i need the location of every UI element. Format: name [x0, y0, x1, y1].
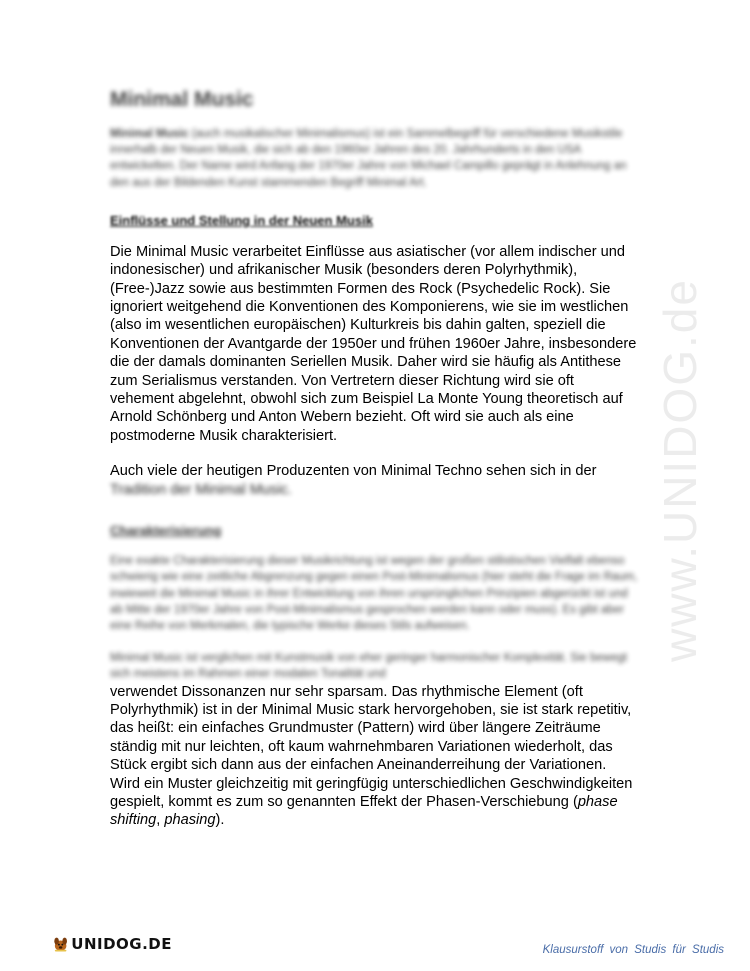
section2-paragraph2: [110, 650, 640, 830]
document-content: [110, 88, 640, 830]
section1-paragraph2-line2: Tradition der Minimal Music.: [110, 481, 292, 498]
section-heading-characterization: Charakterisierung: [110, 523, 222, 539]
section1-paragraph2-line1: Auch viele der heutigen Produzenten von Minimal Techno sehen sich in der: [110, 463, 597, 480]
section2-paragraph1: Eine exakte Charakterisierung dieser Musikrichtung ist wegen der großen stilistischen Vielfalt ebenso schwierig wie eine zeitliche Abgrenzung gegen einen Post-Minimalismus (hier steht die Frage im Raum, inwieweit die Minimal Music in ihrer Entwicklung von ihren ursprünglichen Prinzipien abgerückt ist und ab Mitte der 1970er Jahre von Post-Minimalismus gesprochen werden kann oder muss). Es gibt aber eine Reihe von Merkmalen, die typische Werke dieses Stils aufweisen.: [110, 555, 638, 632]
term-phasing: phasing: [164, 812, 216, 829]
section2-paragraph2-visible: verwendet Dissonanzen nur sehr sparsam. Das rhythmische Element (oft Polyrhythmik) ist in der Minimal Music stark hervorgehoben, sie ist stark repetitiv, das heißt: ein einfaches Grundmuster (Pattern) wird über längere Zeiträume ständig mit nur leichten, oft kaum wahrnehmbaren Variationen wiederholt, das Stück ergibt sich dann aus der einfachen Aneinanderreihung der Variationen. Wird ein Muster gleichzeitig mit geringfügig unterschiedlichen Geschwindigkeiten gespielt, kommt es zum so genannten Effekt der Phasen-Verschiebung (phase shifting, phasing).: [110, 683, 633, 829]
logo-text: UNIDOG.DE: [71, 935, 172, 953]
unidog-logo: [52, 926, 172, 962]
footer-tagline: Klausurstoff von Studis für Studis: [542, 944, 724, 956]
term-phase-shifting: phase shifting: [110, 793, 618, 829]
section1-paragraph2: [110, 462, 640, 499]
watermark: [640, 260, 720, 680]
watermark-text: www.UNIDOG.de: [654, 278, 707, 662]
dog-icon: [52, 929, 69, 959]
document-title: Minimal Music: [110, 88, 254, 111]
section-heading-influences: Einflüsse und Stellung in der Neuen Musik: [110, 212, 373, 228]
section1-paragraph1: Die Minimal Music verarbeitet Einflüsse aus asiatischer (vor allem indischer und indonesischer) und afrikanischer Musik (besonders deren Polyrhythmik), (Free-)Jazz sowie aus bestimmten Formen des Rock (Psychedelic Rock). Sie ignoriert weitgehend die Konventionen des Komponierens, wie sie im westlichen (also im wesentlichen europäischen) Kulturkreis bis dahin galten, speziell die Konventionen der Avantgarde der 1950er und frühen 1960er Jahre, insbesondere die der damals dominanten Seriellen Musik. Daher wird sie häufig als Antithese zum Serialismus verstanden. Von Vertretern dieser Richtung wird sie oft vehement abgelehnt, obwohl sich zum Beispiel La Monte Young theoretisch auf Arnold Schönberg und Anton Webern bezieht. Oft wird sie auch als eine postmoderne Musik charakterisiert.: [110, 243, 637, 444]
section2-paragraph2-blurred: Minimal Music ist verglichen mit Kunstmusik von eher geringer harmonischer Komplexität. Sie bewegt sich meistens im Rahmen einer modalen Tonalität und: [110, 652, 628, 681]
intro-paragraph: [110, 126, 640, 191]
intro-lead: Minimal Music: [110, 128, 189, 140]
intro-text: (auch musikalischer Minimalismus) ist ein Sammelbegriff für verschiedene Musikstile innerhalb der Neuen Musik, die sich ab den 1960er Jahren des 20. Jahrhunderts in den USA entwickelten. Der Name wird Anfang der 1970er Jahre von Michael Campillo geprägt in Anlehnung an den aus der Bildenden Kunst stammenden Begriff Minimal Art.: [110, 128, 627, 189]
